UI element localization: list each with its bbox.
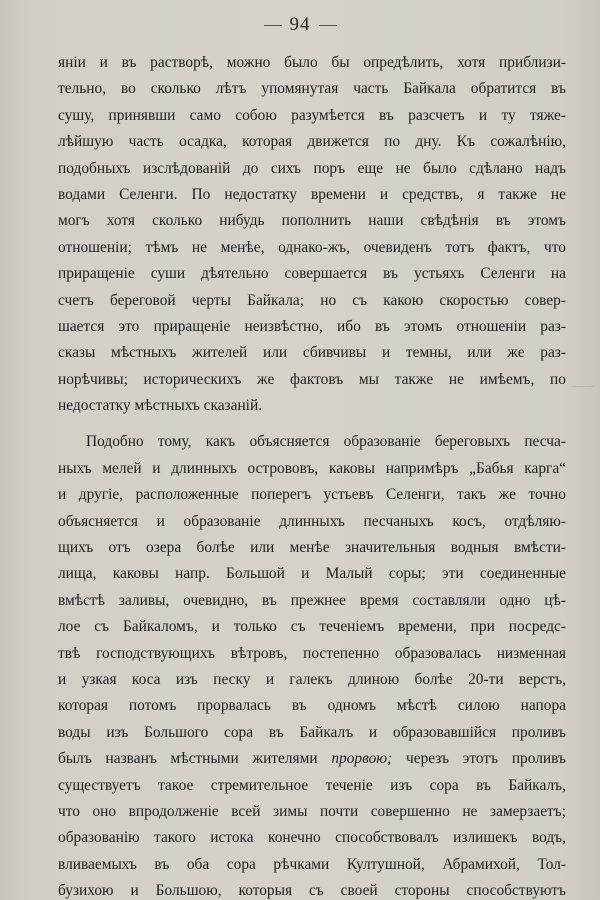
text-line: счетъ береговой черты Байкала; но съ какою скоростью совер-: [58, 291, 566, 309]
text-line: водами Селенги. По недостатку времени и средствъ, я также не: [58, 185, 566, 203]
text-line: лѣйшую часть осадка, которая движется по дну. Къ сожалѣнію,: [58, 133, 566, 151]
paragraph-1: [58, 50, 566, 419]
text-line: лое съ Байкаломъ, и только съ теченiемъ времени, при посредс-: [58, 618, 566, 636]
text-line: Подобно тому, какъ объясняется образованiе береговыхъ песча-: [86, 433, 566, 451]
text-line: лища, каковы напр. Большой и Малый соры; эти соединенные: [58, 565, 566, 583]
text-line: недостатку мѣстныхъ сказанiй.: [58, 397, 263, 415]
text-line: подобныхъ изслѣдованiй до сихъ поръ еще не было сдѣлано надъ: [58, 159, 566, 177]
text-line: тельно, во сколько лѣтъ упомянутая часть Байкала обратится въ: [58, 80, 566, 98]
text-line: щихъ отъ озера болѣе или менѣе значительныя водныя вмѣсти-: [58, 539, 566, 557]
text-line: приращенiе суши дѣятельно совершается въ устьяхъ Селенги на: [58, 265, 566, 283]
text-line: объясняется и образованiе длинныхъ песчаныхъ косъ, отдѣляю-: [58, 512, 566, 530]
margin-mark: [572, 386, 594, 387]
text-line: вмѣстѣ заливы, очевидно, въ прежнее время составляли одно цѣ-: [58, 591, 566, 609]
text-line: и узкая коса изъ песку и галекъ длиною болѣе 20-ти верстъ,: [58, 670, 566, 688]
header-dash-right: [319, 25, 337, 26]
text-line: шается это приращенiе неизвѣстно, ибо въ этомъ отношенiи раз-: [58, 317, 566, 335]
text-line: которая потомъ прорвалась въ одномъ мѣстѣ силою напора: [58, 697, 566, 715]
text-line: и другiе, расположенные поперегъ устьевъ Селенги, такъ же точно: [58, 486, 566, 504]
text-line-with-italic: [58, 746, 566, 772]
text-line: сушу, принявши само собою разумѣется въ разсчетъ и ту тяже-: [58, 106, 566, 124]
text-line: воды изъ Большого сора въ Байкалъ и образовавшiйся проливъ: [58, 723, 566, 741]
page-number: 94: [289, 14, 311, 35]
text-line: сказы мѣстныхъ жителей или сбивчивы и темны, или же раз-: [58, 344, 566, 362]
text-line: бузихою и Большою, которыя съ своей стороны способствуютъ: [58, 882, 566, 900]
paragraph-gap: [58, 419, 566, 429]
body-text: [58, 50, 566, 900]
text-segment: черезъ этотъ проливъ: [392, 750, 566, 768]
text-line: твѣ господствующихъ вѣтровъ, постепенно образовалась низменная: [58, 644, 566, 662]
paragraph-2: [58, 429, 566, 900]
text-line: норѣчивы; историческихъ же фактовъ мы также не имѣемъ, по: [58, 370, 566, 388]
text-line: существуетъ такое стремительное теченiе изъ сора въ Байкалъ,: [58, 776, 566, 794]
text-line: янiи и въ растворѣ, можно было бы опредѣлить, хотя приблизи-: [58, 54, 566, 71]
text-segment: былъ названъ мѣстными жителями: [58, 750, 332, 768]
text-line: вливаемыхъ въ оба сора рѣчками Култушной, Абрамихой, Тол-: [58, 855, 566, 873]
text-line: могъ хотя сколько нибудь пополнить наши свѣдѣнія въ этомъ: [58, 212, 566, 230]
header-dash-left: [264, 25, 282, 26]
page-header: [0, 14, 600, 36]
text-line: отношенiи; тѣмъ не менѣе, однако-жъ, очевиденъ тотъ фактъ, что: [58, 238, 566, 256]
text-line: образованiю такого истока конечно способствовалъ излишекъ водъ,: [58, 829, 566, 847]
text-line: что оно впродолженiе всей зимы почти совершенно не замерзаетъ;: [58, 802, 566, 820]
text-line: ныхъ мелей и длинныхъ острововъ, каковы напримѣръ „Бабья карга“: [58, 459, 566, 477]
italic-term: прорвою;: [331, 750, 393, 768]
